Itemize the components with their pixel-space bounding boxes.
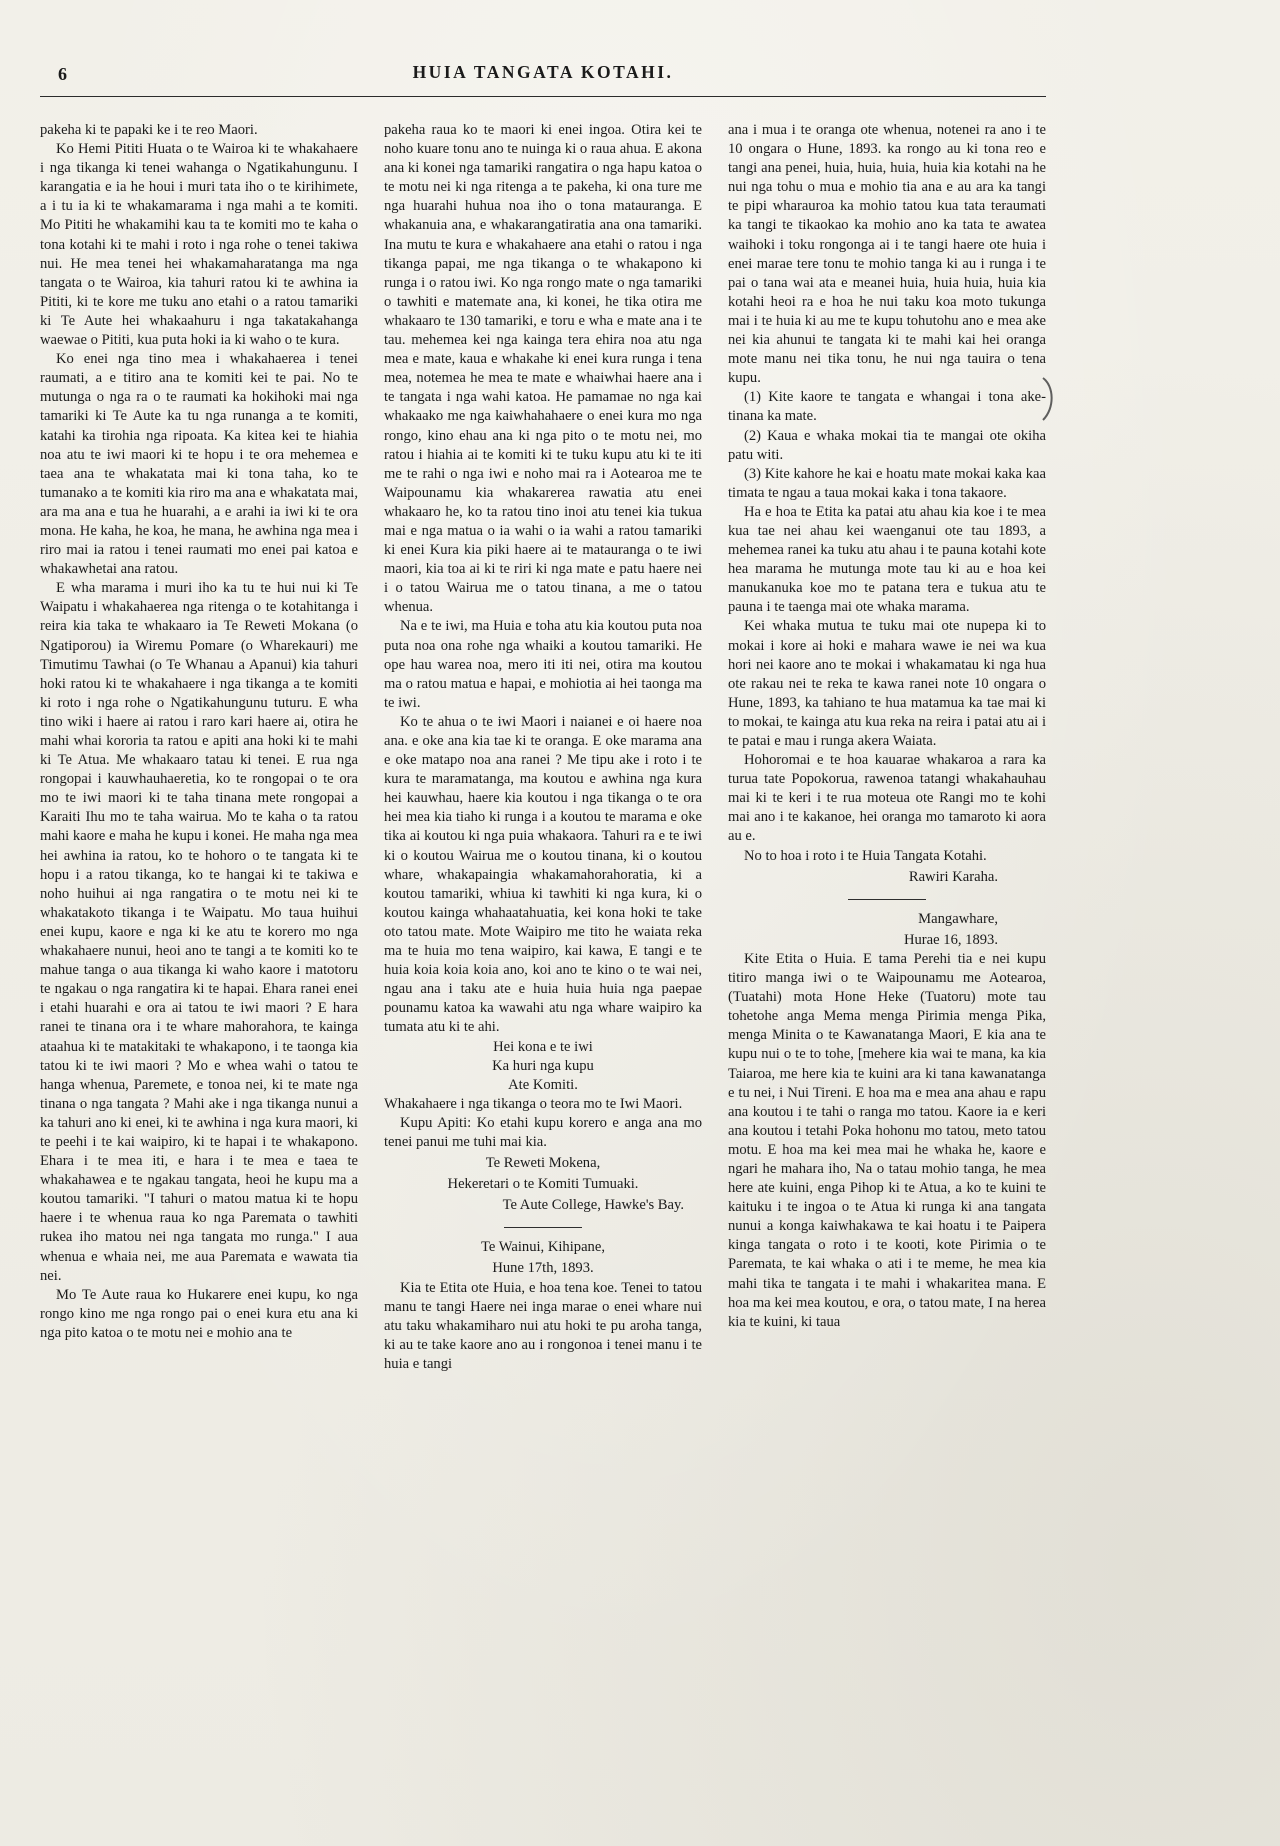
paragraph: Hohoromai e te hoa kauarae whakaroa a rara ka turua tate Popokorua, rawenoa tatangi whakahauhau mai ki te keri i te rua moteua ote Rangi mo te kohi mai ano i te kakanoe, hei oranga mo tamaroto ki aora au e. xyxy=(728,752,1046,845)
signature-name: Rawiri Karaha. xyxy=(908,868,998,885)
column-3 xyxy=(728,121,1046,1374)
signature-place: Te Aute College, Hawke's Bay. xyxy=(502,1197,684,1214)
paragraph: Na e te iwi, ma Huia e toha atu kia koutou puta noa puta noa ona rohe nga whaiki a koutou tamariki. He ope hau warea noa, mero iti iti nei, otira ma koutou ma o ratou matua e hapai, e mohiotia ai hei taonga ma te iwi. xyxy=(384,618,702,711)
letter-dateline-place: Te Wainui, Kihipane, xyxy=(481,1239,605,1256)
page-header xyxy=(40,58,1046,90)
column-1 xyxy=(40,121,358,1374)
page-content xyxy=(40,58,1046,1374)
paragraph: Ko enei nga tino mea i whakahaerea i tenei raumati, a e titiro ana te komiti kei te pai. No te mutunga o nga ra o te raumati ka hokihoki mai nga tamariki ki Te Aute ka tu nga runanga a te komiti, katahi ka tirohia nga ripoata. Ka kitea kei te hiahia noa atu te iwi maori ki te hopu i te ora mehemea e taea ana te whakatata mai ki tona taha, ko te tumanako a te komiti kia riro ma ana e whakatata mai, ara ma ana e tua he huarahi, a e arahi ia iwi ki te ora mona. He kaha, he koa, he mana, he awhina nga mea i riro mai ia ratou i tenei raumati mo enei pai katoa e whakawhetai ana ratou. xyxy=(40,351,358,578)
paragraph: Kite Etita o Huia. E tama Perehi tia e nei kupu titiro manga iwi o te Waipounamu me Aotearoa, (Tuatahi) mota Hone Heke (Tuatoru) mote tau tohetohe anga Mema menga Pirimia menga Pika, menga Minita o te Kawanatanga Maori, E kia ana te kupu nui o te to tohe, [mehere kia wai te mana, ka kia Taiaroa, me here kia te kuini ara ki tana kawanatanga e tu nei, i Nui Tireni. E hoa ma e mea ana ahau e rapu ana koutou i te tahi o ranga mo tatou. Kaore ia e keri ana koutou i tetahi Poka hohonu mo tatou, meto tatou motu. E hoa ma kei mea mai he whaka he, kaore e ngari he mahara iho, Na o tatau mohio tanga, he mea here ate kuini, enga Pihop ki te Atua, a ko te kuini te kaituku i te ingoa o te Atua ki runga ki ana tangata nunui a konga kaiwhakawa te kai hoatu i te Paipera kinga tangata o roto i te kooti, kote Pirimia o te Paremata, te kai whaka o ati i te meme, he mea kia mahi tika te tangata i te mahi i whakaritea mana. E hoa ma kei mea koutou, e ora, o tatou mate, I na herea kia te kuini, ki taua xyxy=(728,950,1046,1330)
paragraph: Ko Hemi Pititi Huata o te Wairoa ki te whakahaere i nga tikanga ki tenei wahanga o Ngatikahungunu. I karangatia e ia he houi i muri tata iho o te kirihimete, a i tu ia ki te whakamarama i nga mahi a te komiti. Mo Pititi he whakamihi kau ta te komiti mo te kaha o tona kotahi ki te mahi i roto i nga rohe o tenei takiwa nui. He mea tenei hei whakamaharatanga ma nga tangata o te Wairoa, kia tahuri ratou ki te awhina ia Pititi, ki te kore me tuku ano etahi o a ratou tamariki ki Te Aute hei whakaahuru i nga takatakahanga waewae o Pititi, kua puta hoki ia ki waho o te kura. xyxy=(40,141,358,349)
paragraph: Ko te ahua o te iwi Maori i naianei e oi haere noa ana. e oke ana kia tae ki te oranga. E oke marama ana e oke matapo noa ana ranei ? Me tipu ake i roto i te kura te maramatanga, ma koutou e awhina nga kura hei kauwhau, haere kia koutou i nga tikanga o te ora hei mea kia tiaho ki runga i a koutou te marama e oke tika ai koutou ki nga puia whakaora. Tahuri ra e te iwi ki o koutou Wairua me o koutou tinana, ki o koutou whare, whakapaingia whakamahorahoratia, ki a koutou tamariki, whiua ki tawhiti ki nga kura, ki o koutou kainga whahaatahuatia, kei kona hoki te take oto tatou mate. Mote Waipiro me tito he waiata reka ma te huia mo tena waipiro, kai kawa, E tangi e te huia koia koia koia ano, koi ano te kino o te wai nei, ngau ana i taku ate e huia huia huia nga paepae pounamu katoa ka wawahi atu nga whare waipiro ka tumata atu ki te ahi. xyxy=(384,713,702,1036)
letter-dateline-date: Hune 17th, 1893. xyxy=(492,1260,594,1277)
numbered-item: (3) Kite kahore he kai e hoatu mate mokai kaka kaa timata te ngau a taua mokai kaka i tona takaore. xyxy=(728,465,1046,501)
paragraph: pakeha ki te papaki ke i te reo Maori. xyxy=(40,122,258,138)
paragraph: ana i mua i te oranga ote whenua, notenei ra ano i te 10 ongara o Hune, 1893. ka rongo au ki tona reo e tangi ana penei, huia, huia, huia, huia kia kotahi na he nui nga tohu o mua e mohio tia ana e au ara ka tangi te pipi wharauroa ka mohio tatou kua tata teraumati ka tangi te tikaokao ka mohio ano ka tata te awatea waihoki i toku rongonga ai i te tangi haere ote huia i enei marae tere tonu te mohio tanga ki au i runga i te pai o tana wai ata e meanei huia, huia huia, huia kia kotahi heoi ra e hoa he nui taku koa moto tukunga mai i te huia ki au me te kupu tohutohu ano e mea ake nei kia ahunui te tangata ki te mahi kai hei oranga mote manu nei tika tonu, he nui nga tauira o tena kupu. xyxy=(728,122,1046,387)
letter-dateline-place: Mangawhare, xyxy=(918,910,998,927)
section-divider xyxy=(848,899,926,900)
numbered-item: (1) Kite kaore te tangata e whangai i tona ake-tinana ka mate. xyxy=(728,389,1046,425)
page-title: HUIA TANGATA KOTAHI. xyxy=(412,62,674,82)
paragraph: Ha e hoa te Etita ka patai atu ahau kia koe i te mea kua tae nei ahau kei waenganui ote tau 1893, a mehemea ranei ka tuku atu ahau i te pauna kotahi kote hea marama he mutunga mote tau ki au e hoa kei manukanuka koe mo te patana tera e tukua atu te pauna i te taenga mai ote whaka marama. xyxy=(728,503,1046,616)
closing-line: Ate Komiti. xyxy=(508,1076,578,1093)
paragraph: Mo Te Aute raua ko Hukarere enei kupu, ko nga rongo kino me nga rongo pai o enei kura etu ana ki nga pito katoa o te motu nei e mohio ana te xyxy=(40,1286,358,1341)
column-2 xyxy=(384,121,702,1374)
section-divider xyxy=(504,1227,582,1228)
closing-line: Hei kona e te iwi xyxy=(493,1038,593,1055)
header-rule xyxy=(40,96,1046,97)
closing-line: Ka huri nga kupu xyxy=(492,1057,594,1074)
ink-mark xyxy=(1040,376,1058,422)
paragraph: Kia te Etita ote Huia, e hoa tena koe. Tenei to tatou manu te tangi Haere nei inga marae o enei whare nui atu taku whakamiharo nui atu hoki te pu aroha tanga, ki au te take kaore ano au i rongonoa i tenei manu i te huia e tangi xyxy=(384,1279,702,1372)
paragraph: Kupu Apiti: Ko etahi kupu korero e anga ana mo tenei panui me tuhi mai kia. xyxy=(384,1114,702,1150)
paragraph: pakeha raua ko te maori ki enei ingoa. Otira kei te noho kuare tonu ano te nuinga ki o raua ahua. E akona ana ki konei nga tamariki rangatira o nga hapu katoa o te motu nei ki nga ritenga a te pakeha, ki ona ture me nga huarahi huhua noa iho o tona matauranga. E whakanuia ana, e whakarangatiratia ana ona tamariki. Ina mutu te kura e whakahaere ana etahi o ratou i nga tikanga papai, me nga tikanga o te whakapono ki runga i o ratou iwi. Ko nga rongo mate o nga tamariki o tawhiti e matemate ana, ki konei, he tika otira me whakaaro te 130 tamariki, e toru e wha e mate ana i te tau. mehemea kei nga kainga tera ehira noa atu nga mea e mate, kaua e whakahe ki enei kura runga i tena mea, notemea he mea te mate e whaiwhai haere ana i te tangata i nga wahi katoa. He pamamae no nga kai whakaako me nga kaiwhahahaere o enei kura mo nga rongo, kino ehau ana ki nga pito o te motu nei, mo ratou i hiahia ai te komiti ki te tuku kupu atu ki te iti me te rahi o nga iwi e noho mai ra i Aotearoa me te Waipounamu kia whakarerea rawatia atu enei whakaaro he, ko ta ratou tino inoi atu tenei kia tukua mai e nga matua o ia wahi o ia wahi a ratou tamariki ki enei Kura kia piki haere ai te matauranga o te iwi maori, kia toa ai ki te riri ki nga mate e patu haere nei i o tatou Wairua me o tatou tinana, a me o tatou whenua. xyxy=(384,122,702,616)
signature-name: Te Reweti Mokena, xyxy=(485,1155,601,1172)
paragraph: Kei whaka mutua te tuku mai ote nupepa ki to mokai i kore ai hoki e mahara wawe ie nei wa kua hori nei kaore ano te mokai i whakamatau ki nga hua ote rakau nei te reka te kawa ranei note 10 ongara o Hune, 1893, ka tahiano te hua matamua ka tae mai ki to mokai, te kainga atu kua reka na reira i patai atu ai i te patai e mau i runga akera Waiata. xyxy=(728,618,1046,749)
paragraph: Whakahaere i nga tikanga o teora mo te Iwi Maori. xyxy=(384,1095,683,1112)
paragraph: E wha marama i muri iho ka tu te hui nui ki Te Waipatu i whakahaerea nga ritenga o te kotahitanga i reira kia taka te whakaaro ia Te Reweti Mokana (o Ngatiporou) ia Wiremu Pomare (o Wharekauri) me Timutimu Tawhai (o Te Whanau a Apanui) kia tahuri hoki ratou ki te whakahaere i nga tikanga a te komiti ki roto i nga rohe o Ngatikahungunu tuturu. E wha tino wiki i haere ai ratou i raro kari haere ai, otira he mahi whai kororia ta ratou e apiti ana hoki ki te mahi ki Te Atua. Me whakaaro tatau ki tenei. E rua nga rongopai i kauwhauhaeretia, ko te rongopai o te ora mo te iwi maori ki te taha tinana mete rongopai a Karaiti Ihu mo te taha wairua. Mo te kaha o ta ratou mahi kaore e maha he kupu i konei. He maha nga mea hei awhina ia ratou, ko te hohoro o te tangata ki te hopu i a ratou tikanga, ko te hangai ki te takiwa e noho huihui ai nga rangatira o te motu nei ki te whakatakoto tikanga i te Waipatu. Mo taua huihui enei kupu, kaore e nga ki ke atu te korero mo nga whakahaere nunui, heoi ano te tangi a te komiti ko te mahue tanga o aua tikanga ki waho kaore i matotoru te ngakau o nga rangatira ki te hapai. Ehara ranei enei i etahi huarahi e ora ai tatou te iwi maori ? E hara ranei te tinana ora i te whare mahorahora, te kainga ataahua ki te matakitaki te whakapono, i te taonga kia tatou ki te iwi maori ? Mo e whea wahi o tatou te hanga whenua, Paremete, e tonoa nei, ki te mate nga tinana o nga tangata ? Mahi ake i nga tikanga nunui a ka tahuri ano ki enei, ki te awhina i nga kura maori, ki te peehi i te kai waipiro, ki te hapai i te whakapono. Ehara i te mea iti, e hara i te mea e taea te whakahawea e te ngakau tangata, heoi he kupu ma a koutou tamariki. "I tahuri o matou matua ki te hopu haere i te whenua raua ko nga Paremata o tawhiti rukea iho matou nei nga tangata mo runga." I aua whenua e whaia nei, me aua Paremata e wawata tia nei. xyxy=(40,580,358,1284)
numbered-item: (2) Kaua e whaka mokai tia te mangai ote okiha patu witi. xyxy=(728,427,1046,463)
page-number: 6 xyxy=(58,64,67,84)
letter-dateline-date: Hurae 16, 1893. xyxy=(903,931,998,948)
signature-role: Hekeretari o te Komiti Tumuaki. xyxy=(447,1176,639,1193)
columns xyxy=(40,121,1046,1374)
paragraph: No to hoa i roto i te Huia Tangata Kotahi. xyxy=(744,847,987,864)
